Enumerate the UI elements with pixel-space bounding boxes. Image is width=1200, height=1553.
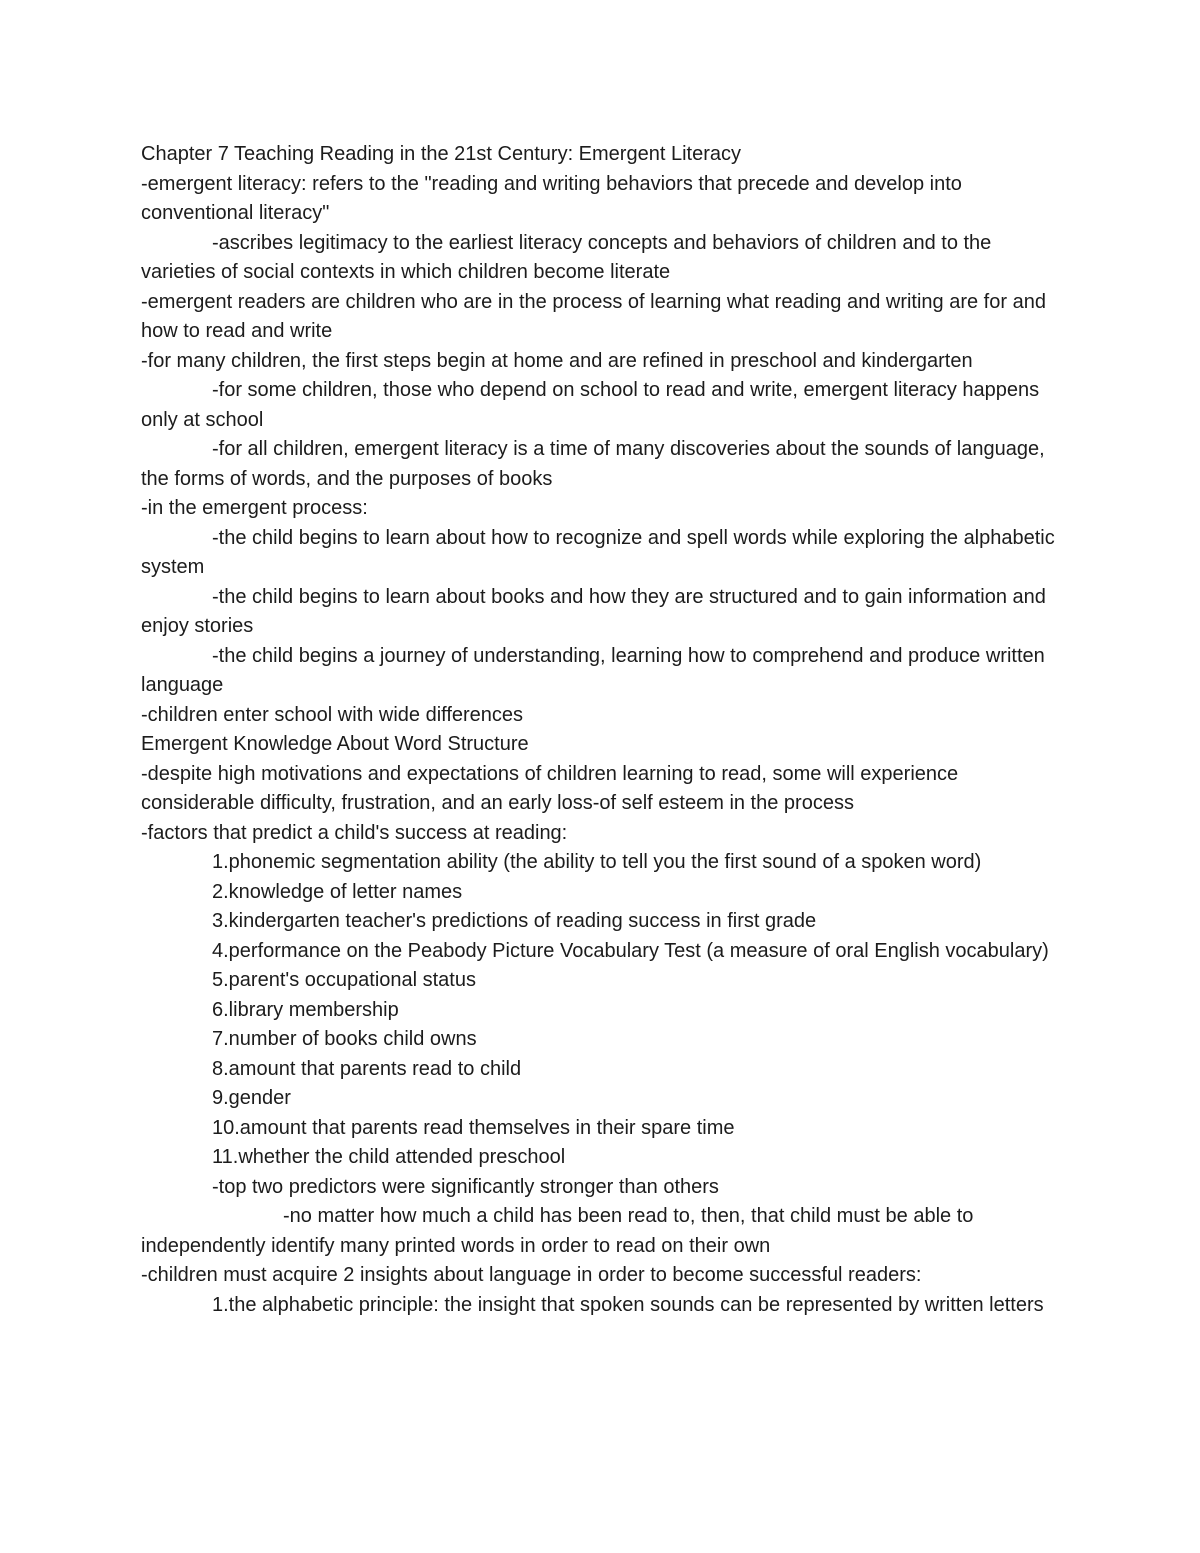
text-paragraph: 8.amount that parents read to child [212,1057,522,1080]
text-paragraph: -despite high motivations and expectations of children learning to read, some will experience considerable difficulty, frustration, and an early loss-of self esteem in the process [141,762,959,814]
text-paragraph: -top two predictors were significantly stronger than others [212,1175,719,1198]
text-paragraph: -the child begins a journey of understanding, learning how to comprehend and produce written language [141,644,1045,696]
text-paragraph: -children enter school with wide differences [141,703,524,726]
section-heading: Emergent Knowledge About Word Structure [141,733,529,755]
text-paragraph: -no matter how much a child has been read to, then, that child must be able to independently identify many printed words in order to read on their own [141,1205,974,1257]
text-paragraph: -the child begins to learn about books and how they are structured and to gain information and enjoy stories [141,585,1046,637]
text-paragraph: -factors that predict a child's success at reading: [141,821,568,844]
text-paragraph: -ascribes legitimacy to the earliest literacy concepts and behaviors of children and to the varieties of social contexts in which children become literate [141,231,992,283]
text-paragraph: 10.amount that parents read themselves in their spare time [212,1116,735,1139]
text-paragraph: -children must acquire 2 insights about language in order to become successful readers: [141,1264,922,1286]
text-paragraph: 7.number of books child owns [212,1028,477,1050]
text-paragraph: 4.performance on the Peabody Picture Vocabulary Test (a measure of oral English vocabulary) [212,939,1049,962]
text-paragraph: 9.gender [212,1087,291,1109]
document-page [141,140,1061,1320]
text-paragraph: -the child begins to learn about how to recognize and spell words while exploring the alphabetic system [141,526,1055,578]
document-title: Chapter 7 Teaching Reading in the 21st Century: Emergent Literacy [141,143,741,165]
text-paragraph: -emergent readers are children who are in the process of learning what reading and writing are for and how to read and write [141,290,1046,342]
text-paragraph: -for some children, those who depend on school to read and write, emergent literacy happens only at school [141,379,1040,431]
text-paragraph: -for all children, emergent literacy is a time of many discoveries about the sounds of language, the forms of words, and the purposes of books [141,438,1045,490]
text-paragraph: 3.kindergarten teacher's predictions of reading success in first grade [212,910,817,932]
text-paragraph: -emergent literacy: refers to the "reading and writing behaviors that precede and develop into conventional literacy" [141,172,962,224]
text-paragraph: 5.parent's occupational status [212,969,476,991]
text-paragraph: 6.library membership [212,998,399,1021]
text-paragraph: 2.knowledge of letter names [212,880,463,903]
text-paragraph: 11.whether the child attended preschool [212,1146,566,1168]
text-paragraph: 1.phonemic segmentation ability (the ability to tell you the first sound of a spoken word) [212,851,982,873]
text-paragraph: -for many children, the first steps begin at home and are refined in preschool and kindergarten [141,349,973,372]
text-paragraph: 1.the alphabetic principle: the insight that spoken sounds can be represented by written letters [212,1293,1044,1316]
text-paragraph: -in the emergent process: [141,497,368,519]
